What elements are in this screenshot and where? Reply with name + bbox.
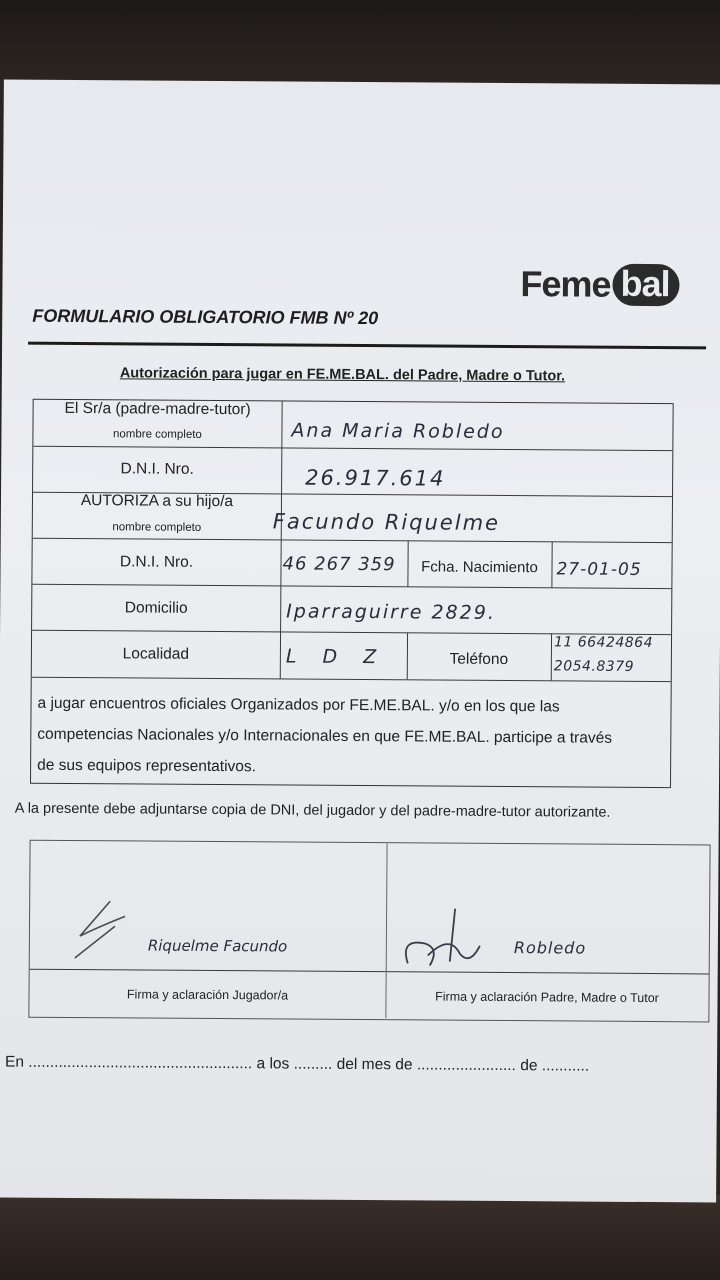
attachment-note: A la presente debe adjuntarse copia de DNI, del jugador y del padre-madre-tutor autorizante. [14, 800, 611, 821]
player-signature[interactable]: Riquelme Facundo [147, 936, 288, 956]
footer-en: En [4, 1053, 25, 1071]
address-value[interactable]: Iparraguirre 2829. [286, 600, 496, 624]
child-dni-label: D.N.I. Nro. [119, 553, 194, 571]
femebal-logo [520, 263, 679, 306]
locality-value[interactable]: L D Z [285, 645, 387, 669]
parent-signature-mark-icon [400, 903, 510, 974]
child-name-label: AUTORIZA a su hijo/a [80, 492, 234, 511]
locality-label: Localidad [122, 645, 190, 663]
background-bottom [0, 1195, 720, 1280]
phone-value-1[interactable]: 11 66424864 [553, 634, 654, 652]
signature-divider [30, 969, 709, 975]
paragraph-line: de sus equipos representativos. [37, 756, 257, 776]
parent-name-label: El Sr/a (padre-madre-tutor) [64, 399, 251, 419]
date-place-line [5, 1054, 589, 1076]
logo-badge: bal [612, 264, 679, 306]
logo-text: Feme [520, 263, 611, 305]
authorization-paragraph [37, 688, 668, 785]
birth-date-value[interactable]: 27-01-05 [556, 559, 642, 580]
form-title: FORMULARIO OBLIGATORIO FMB Nº 20 [32, 305, 379, 329]
title-rule [28, 342, 706, 350]
player-signature-mark-icon [70, 896, 140, 966]
form-subtitle: Autorización para jugar en FE.ME.BAL. del Padre, Madre o Tutor. [119, 365, 566, 385]
child-name-value[interactable]: Facundo Riquelme [272, 509, 501, 535]
footer-de: de [520, 1057, 538, 1075]
row-divider [33, 446, 672, 451]
column-divider [551, 541, 552, 587]
phone-value-2[interactable]: 2054.8379 [553, 658, 635, 675]
parent-name-value[interactable]: Ana Maria Robledo [291, 419, 505, 444]
row-divider [32, 584, 671, 589]
day-blank[interactable]: ......... [293, 1055, 333, 1073]
row-divider [33, 538, 672, 543]
player-signature-label: Firma y aclaración Jugador/a [126, 987, 289, 1003]
child-name-sublabel: nombre completo [112, 521, 202, 534]
signature-box [28, 840, 710, 1023]
address-label: Domicilio [124, 599, 188, 617]
place-blank[interactable]: .................................................... [28, 1053, 253, 1073]
phone-label: Teléfono [449, 650, 509, 669]
footer-del-mes-de: del mes de [336, 1055, 413, 1074]
column-divider [551, 633, 552, 680]
year-blank[interactable]: ........... [541, 1057, 590, 1075]
month-blank[interactable]: ....................... [416, 1056, 516, 1075]
parent-name-sublabel: nombre completo [112, 428, 202, 441]
birth-date-label: Fcha. Nacimiento [421, 558, 538, 577]
child-dni-value[interactable]: 46 267 359 [282, 553, 396, 576]
paragraph-line: a jugar encuentros oficiales Organizados por FE.ME.BAL. y/o en los que las [37, 694, 560, 716]
form-sheet [0, 80, 720, 1203]
footer-a-los: a los [256, 1055, 290, 1073]
parent-signature-label: Firma y aclaración Padre, Madre o Tutor [435, 989, 659, 1006]
row-divider [32, 677, 671, 682]
paragraph-line: competencias Nacionales y/o Internacionales en que FE.ME.BAL. participe a través [37, 725, 613, 747]
authorization-table [30, 399, 674, 788]
parent-dni-value[interactable]: 26.917.614 [305, 465, 446, 491]
parent-dni-label: D.N.I. Nro. [120, 460, 194, 478]
parent-signature[interactable]: Robledo [513, 938, 587, 958]
